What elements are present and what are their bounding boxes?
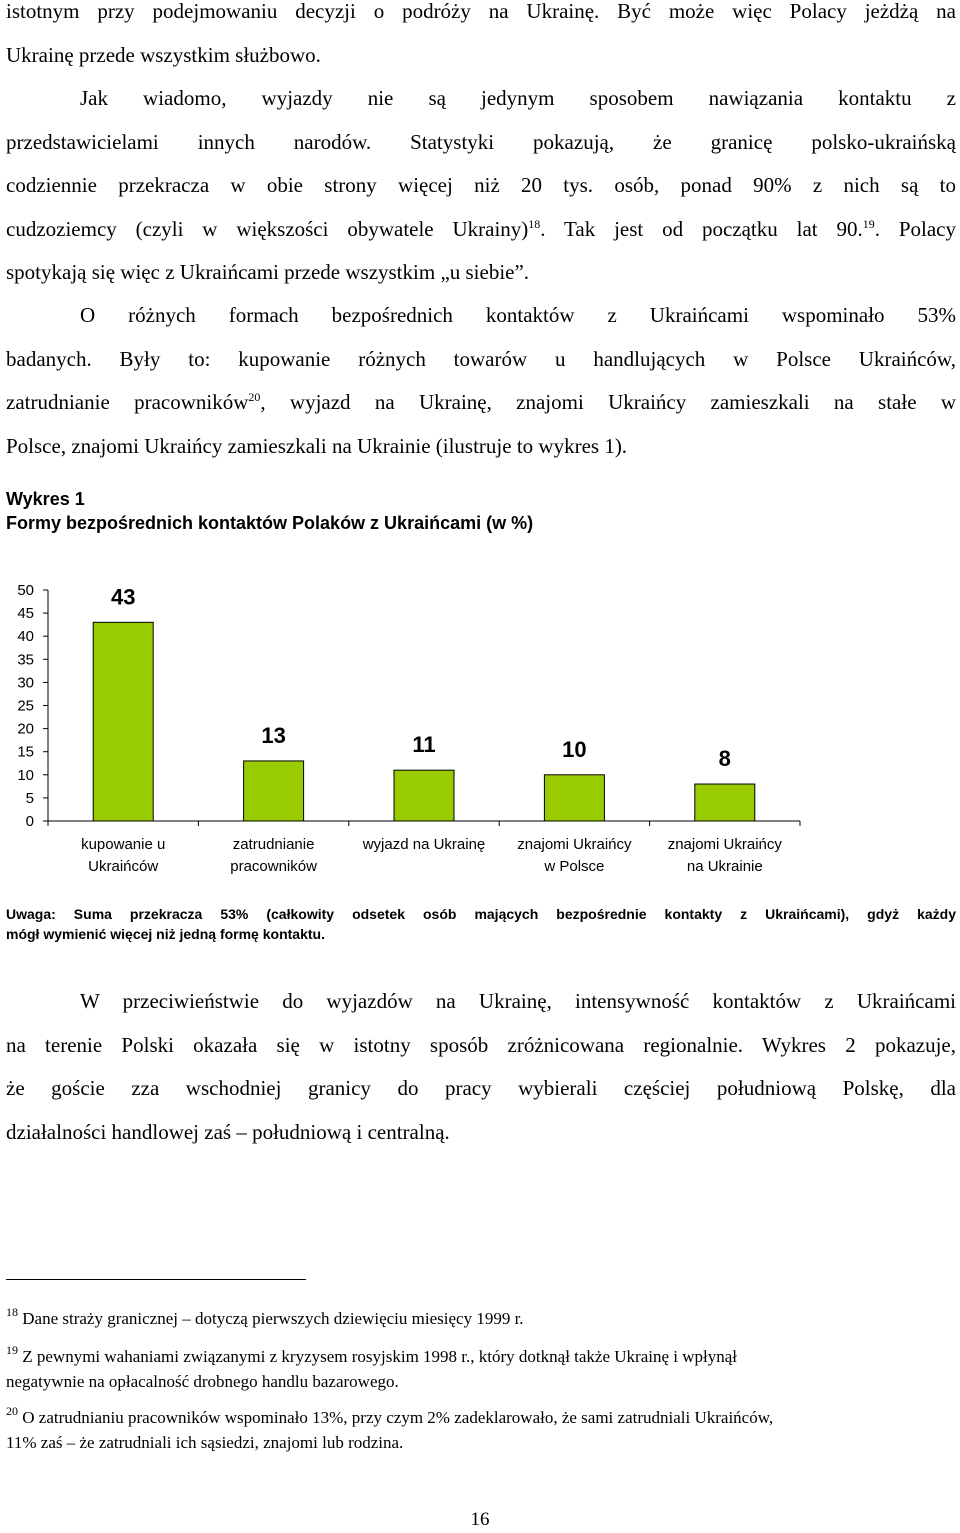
footnote-text: negatywnie na opłacalność drobnego handlu bazarowego. bbox=[6, 1372, 399, 1391]
data-label: 10 bbox=[562, 736, 587, 762]
chart-label: Wykres 1 bbox=[6, 489, 85, 509]
footnote-number: 20 bbox=[6, 1404, 18, 1418]
bar bbox=[695, 784, 755, 821]
y-tick-label: 5 bbox=[25, 789, 34, 807]
footnote-number: 19 bbox=[6, 1343, 18, 1357]
text-line: cudzoziemcy (czyli w większości obywatele Ukrainy)$^{18}$. Tak jest od początku lat 90.19. Polacy bbox=[6, 216, 956, 241]
footnote-ref-18[interactable]: 18 bbox=[528, 216, 541, 231]
bar bbox=[544, 775, 604, 821]
x-tick-label: pracowników bbox=[230, 858, 317, 875]
footnote-text: 11% zaś – że zatrudniali ich sąsiedzi, znajomi lub rodzina. bbox=[6, 1433, 404, 1452]
y-tick-label: 20 bbox=[17, 720, 34, 738]
bar-chart bbox=[0, 570, 960, 890]
note-line: mógł wymienić więcej niż jedną formę kontaktu. bbox=[6, 926, 325, 942]
text-line: że goście zza wschodniej granicy do pracy wybierali częściej południową Polskę, dla bbox=[6, 1076, 956, 1100]
footnote-text: O zatrudnianiu pracowników wspominało 13%, przy czym 2% zadeklarowało, że sami zatrudniali Ukraińców, bbox=[22, 1408, 774, 1427]
x-tick-label: znajomi Ukraińcy bbox=[517, 836, 632, 853]
text-line: spotykają się więc z Ukraińcami przede wszystkim „u siebie”. bbox=[6, 260, 530, 284]
bar bbox=[244, 761, 304, 821]
footnote-separator bbox=[6, 1279, 306, 1280]
text-line: Ukrainę przede wszystkim służbowo. bbox=[6, 42, 321, 67]
y-tick-label: 25 bbox=[17, 697, 34, 715]
paragraph-2 bbox=[6, 77, 956, 295]
y-tick-label: 45 bbox=[17, 605, 34, 623]
footnote-18 bbox=[6, 1306, 956, 1331]
footnote-text: Z pewnymi wahaniami związanymi z kryzysem rosyjskim 1998 r., który dotknął także Ukrainę i wpłynął bbox=[22, 1347, 738, 1366]
footnote-20 bbox=[6, 1405, 956, 1455]
y-tick-label: 10 bbox=[17, 766, 34, 784]
paragraph-4 bbox=[6, 980, 956, 1154]
x-tick-label: na Ukrainie bbox=[686, 858, 763, 875]
text-line: W przeciwieństwie do wyjazdów na Ukrainę, intensywność kontaktów z Ukraińcami bbox=[80, 989, 956, 1013]
paragraph-1 bbox=[6, 0, 956, 77]
text-line: O różnych formach bezpośrednich kontaktów z Ukraińcami wspominało 53% bbox=[80, 303, 956, 327]
x-tick-label: Ukraińców bbox=[88, 858, 159, 875]
data-label: 11 bbox=[412, 732, 436, 758]
text-line: przedstawicielami innych narodów. Statystyki pokazują, że granicę polsko-ukraińską bbox=[6, 129, 956, 154]
footnote-text: Dane straży granicznej – dotyczą pierwszych dziewięciu miesięcy 1999 r. bbox=[22, 1309, 524, 1328]
note-line: Uwaga: Suma przekracza 53% (całkowity odsetek osób mających bezpośrednie kontakty z Ukraińcami), gdyż każdy bbox=[6, 906, 956, 922]
text-line: istotnym przy podejmowaniu decyzji o podróży na Ukrainę. Być może więc Polacy jeżdżą na bbox=[6, 0, 956, 23]
paragraph-3 bbox=[6, 294, 956, 468]
x-tick-label: wyjazd na Ukrainę bbox=[362, 836, 486, 853]
x-tick-label: w Polsce bbox=[544, 858, 605, 875]
text-line: działalności handlowej zaś – południową i centralną. bbox=[6, 1119, 450, 1144]
text-line: na terenie Polski okazała się w istotny sposób zróżnicowana regionalnie. Wykres 2 pokazuje, bbox=[6, 1032, 956, 1057]
bar bbox=[394, 770, 454, 821]
text-line: badanych. Były to: kupowanie różnych towarów u handlujących w Polsce Ukraińców, bbox=[6, 346, 956, 371]
footnote-ref-20[interactable]: 20 bbox=[248, 390, 261, 404]
y-tick-label: 30 bbox=[17, 674, 34, 692]
x-tick-label: kupowanie u bbox=[81, 836, 166, 853]
bar bbox=[93, 622, 153, 821]
y-tick-label: 35 bbox=[17, 651, 34, 669]
data-label: 13 bbox=[261, 722, 286, 748]
footnote-19 bbox=[6, 1344, 956, 1394]
data-label: 43 bbox=[110, 584, 136, 610]
y-tick-label: 40 bbox=[17, 628, 34, 646]
page-number: 16 bbox=[470, 1509, 490, 1530]
x-tick-label: znajomi Ukraińcy bbox=[667, 836, 782, 853]
footnote-ref-19[interactable]: 19 bbox=[862, 216, 875, 231]
text-line: codziennie przekracza w obie strony więcej niż 20 tys. osób, ponad 90% z nich są to bbox=[6, 173, 956, 197]
y-tick-label: 50 bbox=[17, 582, 34, 599]
chart-heading bbox=[6, 487, 533, 535]
y-tick-label: 0 bbox=[25, 813, 34, 830]
text-line: zatrudnianie pracowników$^{20}$, wyjazd na Ukrainę, znajomi Ukraińcy zamieszkali na stałe w bbox=[6, 390, 956, 414]
footnote-number: 18 bbox=[6, 1305, 18, 1319]
x-tick-label: zatrudnianie bbox=[232, 836, 315, 853]
chart-title: Formy bezpośrednich kontaktów Polaków z Ukraińcami (w %) bbox=[6, 513, 534, 533]
y-tick-label: 15 bbox=[17, 743, 34, 761]
text-line: Polsce, znajomi Ukraińcy zamieszkali na Ukrainie (ilustruje to wykres 1). bbox=[6, 433, 628, 458]
chart-note bbox=[6, 904, 956, 944]
data-label: 8 bbox=[718, 746, 731, 772]
text-line: Jak wiadomo, wyjazdy nie są jedynym sposobem nawiązania kontaktu z bbox=[80, 86, 956, 110]
